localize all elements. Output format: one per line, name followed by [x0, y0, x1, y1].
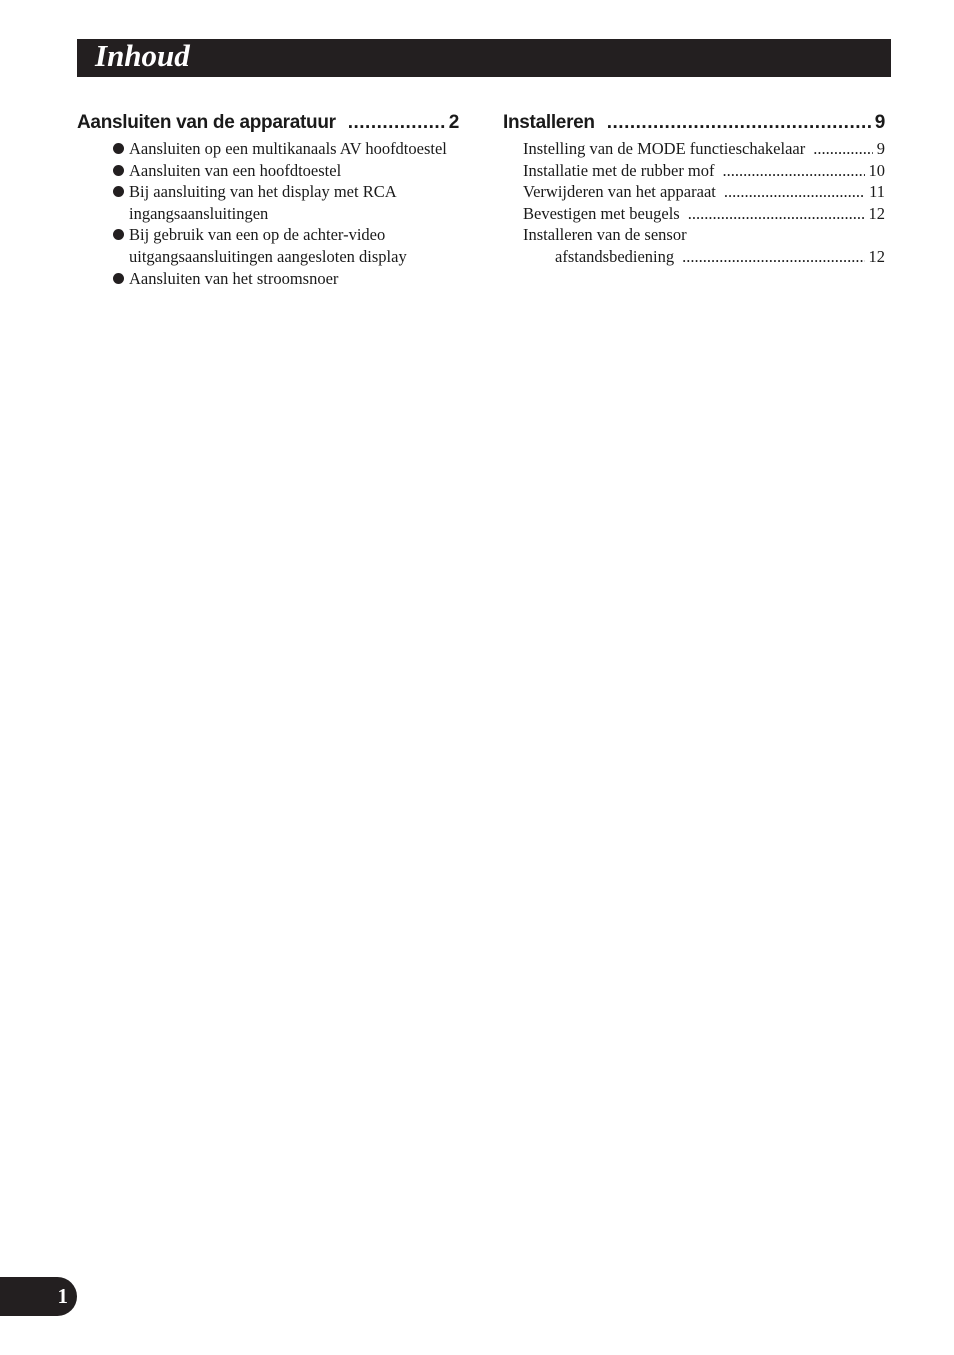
dot-leader: [682, 246, 864, 268]
toc-page-number: 12: [868, 246, 885, 266]
toc-page-number: 10: [868, 160, 885, 180]
bullet-icon: [113, 143, 124, 154]
toc-entry[interactable]: [523, 203, 885, 225]
toc-heading-label: Installeren: [503, 112, 595, 133]
page-title: Inhoud: [95, 38, 190, 73]
toc-bullet-item[interactable]: [113, 160, 459, 182]
toc-entry-label: afstandsbediening: [555, 246, 675, 266]
toc-bullet-label: Aansluiten op een multikanaals AV hoofdtoestel: [129, 139, 447, 158]
toc-bullet-list: [77, 138, 459, 289]
title-bar: [77, 39, 891, 77]
bullet-icon: [113, 273, 124, 284]
dot-leader: [607, 112, 871, 134]
toc-heading-installing[interactable]: [503, 112, 885, 138]
dot-leader: [688, 203, 865, 225]
toc-entry-label: Instelling van de MODE functieschakelaar: [523, 139, 806, 158]
toc-bullet-label: Aansluiten van een hoofdtoestel: [129, 160, 342, 180]
toc-page-number: 12: [868, 203, 885, 223]
toc-entry[interactable]: [523, 224, 885, 246]
toc-section-installing: [503, 112, 885, 268]
toc-section-connecting: [77, 112, 459, 289]
bullet-icon: [113, 165, 124, 176]
toc-entry-label: Verwijderen van het apparaat: [523, 182, 716, 202]
bullet-icon: [113, 229, 124, 240]
toc-entry[interactable]: [523, 246, 885, 268]
toc-heading-label: Aansluiten van de apparatuur: [77, 112, 336, 133]
toc-page-number: 2: [448, 112, 459, 133]
toc-bullet-label: Bij gebruik van een op de achter-video uitgangsaansluitingen aangesloten display: [129, 225, 407, 266]
toc-entry-label: Bevestigen met beugels: [523, 203, 680, 223]
toc-bullet-item[interactable]: [113, 181, 459, 224]
toc-entry[interactable]: [523, 160, 885, 182]
toc-heading-connecting[interactable]: [77, 112, 459, 138]
toc-bullet-item[interactable]: [113, 268, 459, 290]
dot-leader: [348, 112, 445, 134]
toc-page-number: 9: [876, 139, 885, 158]
page-number-tab: [0, 1277, 77, 1316]
toc-bullet-item[interactable]: [113, 138, 459, 160]
toc-entry-label: Installatie met de rubber mof: [523, 160, 715, 180]
toc-bullet-label: Aansluiten van het stroomsnoer: [129, 268, 339, 288]
toc-entry-label: Installeren van de sensor: [523, 225, 687, 245]
toc-bullet-item[interactable]: [113, 224, 459, 267]
bullet-icon: [113, 186, 124, 197]
page-number: 1: [57, 1284, 68, 1308]
dot-leader: [723, 160, 865, 182]
toc-bullet-label: Bij aansluiting van het display met RCA ingangsaansluitingen: [129, 182, 396, 223]
toc-entry[interactable]: [523, 138, 885, 160]
toc-page-number: 11: [869, 182, 885, 202]
dot-leader: [813, 138, 873, 160]
dot-leader: [724, 181, 865, 203]
toc-entry[interactable]: [523, 181, 885, 203]
toc-page-number: 9: [874, 112, 885, 133]
toc-entry-list: [503, 138, 885, 268]
